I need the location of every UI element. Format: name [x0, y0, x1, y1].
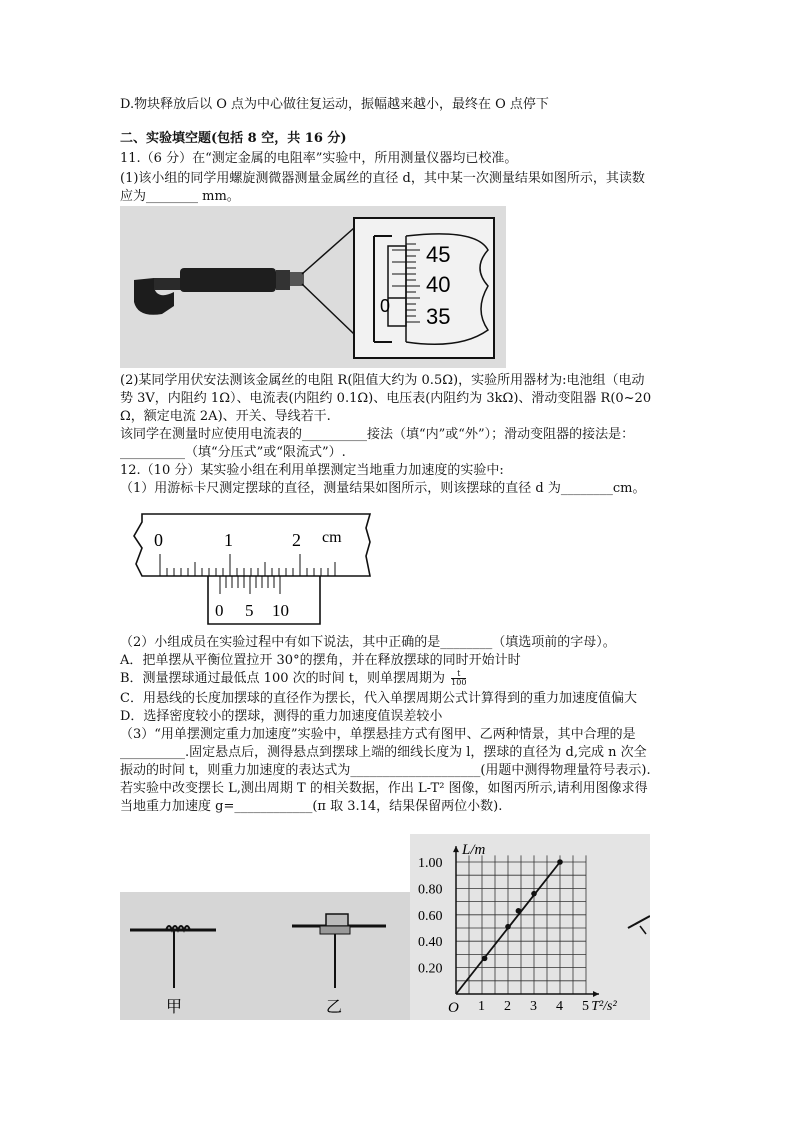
caliper-drawing	[126, 508, 382, 628]
q12-title: 12.（10 分）某实验小组在利用单摆测定当地重力加速度的实验中:	[120, 463, 504, 478]
vernier-caliper-figure	[126, 508, 382, 628]
q12-part3-line4: 若实验中改变摆长 L,测出周期 T 的相关数据，作出 L-T² 图像，如图丙所示,请利用图像求得	[120, 781, 648, 796]
l-t2-chart	[410, 834, 650, 1020]
option-b	[120, 670, 466, 687]
vernier-tick-5: 5	[245, 601, 254, 620]
option-c: C．用悬线的长度加摆球的直径作为摆长，代入单摆周期公式计算得到的重力加速度值偏大	[120, 691, 637, 706]
x-tick-label: 4	[556, 999, 563, 1014]
y-axis-label: L/m	[462, 842, 486, 858]
q11-part2-line5: __________（填“分压式”或“限流式”）.	[120, 445, 346, 460]
option-d-line: D.物块释放后以 O 点为中心做往复运动，振幅越来越小，最终在 O 点停下	[120, 97, 549, 112]
y-tick-label: 0.40	[418, 935, 443, 951]
x-tick-label: 5	[582, 999, 589, 1014]
thimble-40: 40	[426, 272, 451, 297]
vernier-tick-10: 10	[272, 601, 289, 620]
x-tick-label: 2	[504, 999, 511, 1014]
label-jia: 甲	[166, 997, 183, 1016]
micrometer-drawing	[120, 206, 506, 368]
graph-figure	[410, 834, 650, 1020]
main-tick-0: 0	[154, 530, 163, 550]
q12-part1: （1）用游标卡尺测定摆球的直径，测量结果如图所示，则该摆球的直径 d 为________cm。	[120, 481, 646, 496]
option-b-fraction	[451, 670, 466, 687]
fraction-numerator: t	[451, 670, 466, 679]
q12-part3-line1: （3）“用单摆测定重力加速度”实验中，单摆悬挂方式有图甲、乙两种情景，其中合理的是	[120, 727, 636, 742]
q11-part2-line1: (2)某同学用伏安法测该金属丝的电阻 R(阻值大约为 0.5Ω)，实验所用器材为:电池组（电动	[120, 373, 645, 388]
caliper-unit: cm	[322, 529, 342, 546]
partial-drawing	[626, 906, 650, 946]
thimble-45: 45	[426, 242, 451, 267]
pendulum-suspension-figure	[120, 892, 410, 1020]
x-tick-label: 1	[478, 999, 485, 1014]
y-tick-label: 0.60	[418, 908, 443, 924]
thimble-35: 35	[426, 304, 451, 329]
q11-part1-line1: (1)该小组的同学用螺旋测微器测量金属丝的直径 d，其中某一次测量结果如图所示，其读数	[120, 171, 645, 186]
data-point	[505, 924, 511, 930]
y-tick-label: 0.80	[418, 882, 443, 898]
partial-figure-right	[626, 906, 650, 946]
option-b-text: B．测量摆球通过最低点 100 次的时间 t，则单摆周期为	[120, 671, 445, 686]
q11-part2-line4: 该同学在测量时应使用电流表的__________接法（填“内”或“外”）；滑动变阻器的接法是：	[120, 427, 635, 442]
y-tick-label: 0.20	[418, 961, 443, 977]
q11-part1-line2: 应为________ mm。	[120, 189, 240, 204]
q12-part3-line3: 振动的时间 t，则重力加速度的表达式为____________________(用题中测得物理量符号表示).	[120, 763, 651, 778]
vernier-tick-0: 0	[215, 601, 224, 620]
q12-part3-line2: __________.固定悬点后，测得悬点到摆球上端的细线长度为 l，摆球的直径为 d,完成 n 次全	[120, 745, 647, 760]
x-tick-label: 3	[530, 999, 537, 1014]
main-tick-2: 2	[292, 530, 301, 550]
option-d: D．选择密度较小的摆球，测得的重力加速度值误差较小	[120, 709, 443, 724]
x-axis-label: T²/s²	[591, 999, 617, 1014]
option-a: A．把单摆从平衡位置拉开 30°的摆角，并在释放摆球的同时开始计时	[120, 653, 521, 668]
data-point	[482, 956, 488, 962]
q12-part2: （2）小组成员在实验过程中有如下说法，其中正确的是________（填选项前的字母）。	[120, 635, 616, 650]
label-yi: 乙	[326, 997, 343, 1016]
pendulum-drawing	[120, 892, 410, 1020]
q11-part2-line2: 势 3V，内阻约 1Ω）、电流表(内阻约 0.1Ω)、电压表(内阻约为 3kΩ)、滑动变阻器 R(0~20	[120, 391, 652, 406]
data-point	[557, 859, 563, 865]
main-tick-1: 1	[224, 530, 233, 550]
data-point	[531, 891, 537, 897]
y-tick-label: 1.00	[418, 856, 443, 871]
q11-title: 11.（6 分）在“测定金属的电阻率”实验中，所用测量仪器均已校准。	[120, 151, 518, 166]
fraction-denominator: 100	[451, 678, 467, 687]
q12-part3-line5: 当地重力加速度 g=____________(π 取 3.14，结果保留两位小数).	[120, 799, 503, 814]
section-heading: 二、实验填空题(包括 8 空，共 16 分)	[120, 131, 347, 146]
origin-label: O	[448, 1000, 459, 1016]
data-point	[516, 908, 522, 914]
sleeve-zero: 0	[380, 296, 391, 316]
micrometer-figure	[120, 206, 506, 368]
q11-part2-line3: Ω，额定电流 2A)、开关、导线若干.	[120, 409, 331, 424]
